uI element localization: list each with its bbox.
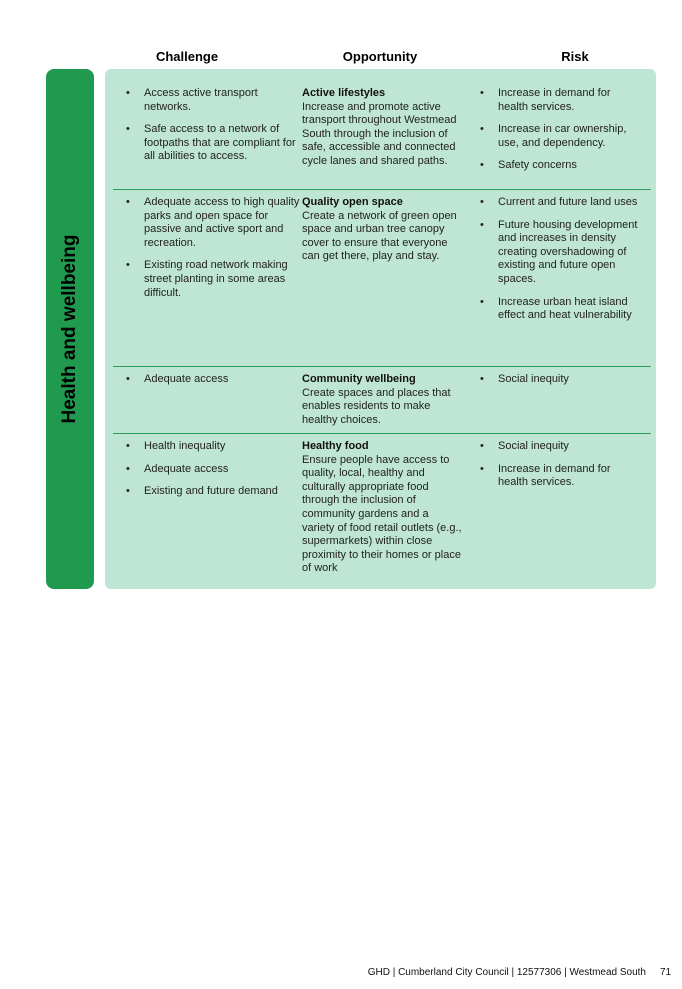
opportunity-cell: [302, 87, 462, 169]
challenge-item: • Access active transport networks.: [123, 87, 301, 114]
risk-item: • Social inequity: [477, 440, 642, 454]
risk-cell: [477, 440, 642, 499]
column-header-challenge: Challenge: [155, 49, 219, 64]
challenge-item: • Existing and future demand: [123, 485, 301, 499]
opportunity-cell: [302, 373, 462, 427]
opportunity-text: Ensure people have access to quality, local, healthy and culturally appropriate food through the inclusion of community gardens and a variety of food retail outlets (e.g., supermarkets) within close proximity to their homes or place of work: [302, 453, 462, 575]
challenge-cell: [123, 440, 301, 508]
risk-item: • Current and future land uses: [477, 196, 642, 210]
opportunity-title: Community wellbeing: [302, 373, 416, 385]
challenge-item: • Adequate access: [123, 373, 301, 387]
risk-item: • Increase urban heat island effect and heat vulnerability: [477, 296, 642, 323]
opportunity-cell: [302, 196, 462, 264]
challenge-item: • Safe access to a network of footpaths that are compliant for all abilities to access.: [123, 123, 301, 164]
opportunity-title: Quality open space: [302, 196, 403, 208]
risk-cell: [477, 196, 642, 332]
risk-item: • Increase in car ownership, use, and dependency.: [477, 123, 642, 150]
challenge-item: • Adequate access: [123, 463, 301, 477]
column-header-opportunity: Opportunity: [342, 49, 418, 64]
risk-cell: [477, 87, 642, 182]
section-side-bar: [46, 69, 94, 589]
opportunity-text: Create spaces and places that enables residents to make healthy choices.: [302, 386, 451, 426]
risk-item: • Future housing development and increases in density creating overshadowing of existing and future open spaces.: [477, 219, 642, 287]
challenge-cell: [123, 87, 301, 173]
page-footer: GHD | Cumberland City Council | 12577306 | Westmead South: [367, 967, 646, 978]
challenge-item: • Adequate access to high quality parks and open space for passive and active sport and recreation.: [123, 196, 301, 250]
row-divider: [113, 366, 651, 367]
risk-item: • Safety concerns: [477, 159, 642, 173]
column-header-risk: Risk: [561, 49, 589, 64]
section-title: Health and wellbeing: [59, 234, 80, 424]
challenge-cell: [123, 196, 301, 309]
risk-item: • Increase in demand for health services.: [477, 87, 642, 114]
page-number: 71: [660, 967, 672, 978]
challenge-item: • Existing road network making street planting in some areas difficult.: [123, 259, 301, 300]
row-divider: [113, 189, 651, 190]
content-panel: [105, 69, 656, 589]
opportunity-text: Create a network of green open space and urban tree canopy cover to ensure that everyone can get there, play and stay.: [302, 209, 457, 263]
challenge-item: • Health inequality: [123, 440, 301, 454]
row-divider: [113, 433, 651, 434]
risk-item: • Increase in demand for health services.: [477, 463, 642, 490]
opportunity-cell: [302, 440, 462, 576]
risk-item: • Social inequity: [477, 373, 642, 387]
opportunity-text: Increase and promote active transport throughout Westmead South through the inclusion of safe, accessible and connected cycle lanes and shared paths.: [302, 100, 457, 167]
opportunity-title: Active lifestyles: [302, 87, 386, 99]
risk-cell: [477, 373, 642, 396]
challenge-cell: [123, 373, 301, 396]
opportunity-title: Healthy food: [302, 440, 369, 452]
